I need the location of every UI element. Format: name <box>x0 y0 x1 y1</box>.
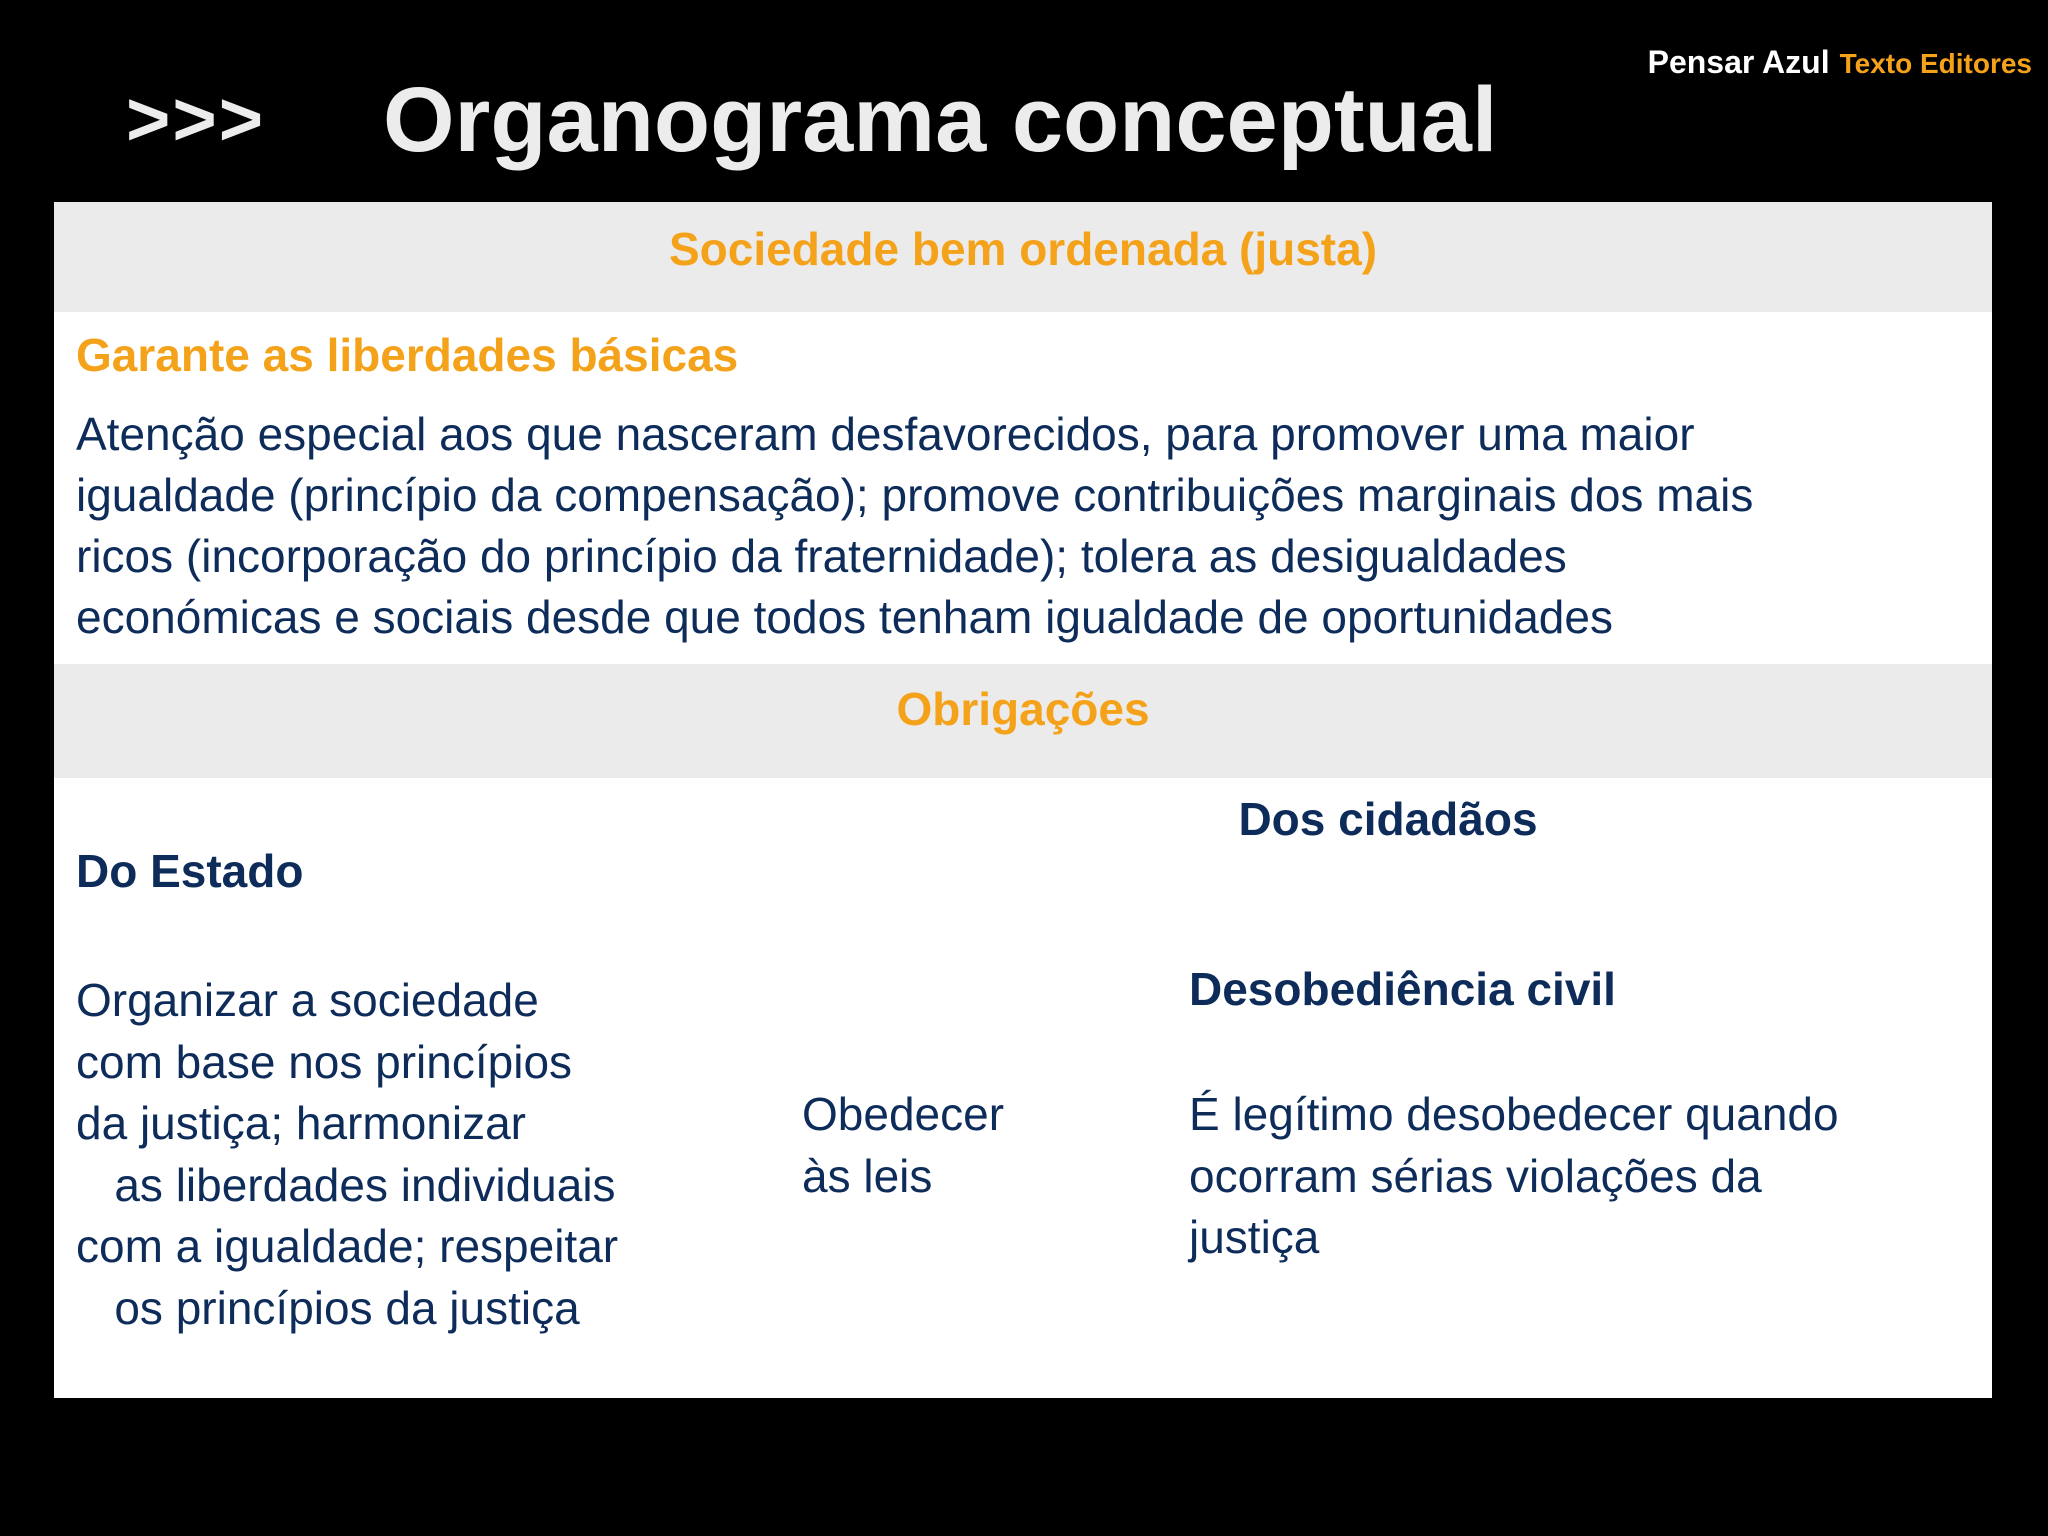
society-header <box>54 202 1992 312</box>
state-text: Organizar a sociedade com base nos princípios da justiça; harmonizar as liberdades individuais com a igualdade; respeitar os princípios da justiça <box>76 974 619 1334</box>
civil-disobedience-heading: Desobediência civil <box>1189 963 1616 1015</box>
obligations-header <box>54 664 1992 778</box>
brand-publisher: Texto Editores <box>1839 48 2032 79</box>
concept-table <box>54 202 1992 1398</box>
obey-laws-text: Obedecer às leis <box>802 1088 1005 1202</box>
state-heading: Do Estado <box>76 845 304 897</box>
society-header-label: Sociedade bem ordenada (justa) <box>668 223 1378 275</box>
obligations-header-label: Obrigações <box>896 683 1150 735</box>
special-attention-text: Atenção especial aos que nasceram desfavorecidos, para promover uma maior igualdade (princípio da compensação); promove contribuições marginais dos mais ricos (incorporação do princípio da fraternidade); tolera as desigualdades económicas e sociais desde que todos tenham igualdade de oportunidades <box>76 408 1754 643</box>
brand-name: Pensar Azul <box>1647 44 1830 80</box>
brand-logo <box>1648 46 2032 78</box>
page-title: Organograma conceptual <box>383 69 1498 171</box>
basic-liberties-heading: Garante as liberdades básicas <box>76 329 739 381</box>
civil-disobedience-text: É legítimo desobedecer quando ocorram sérias violações da justiça <box>1189 1088 1839 1263</box>
title-arrows: >>> <box>126 77 266 162</box>
citizens-heading: Dos cidadãos <box>1238 793 1538 845</box>
